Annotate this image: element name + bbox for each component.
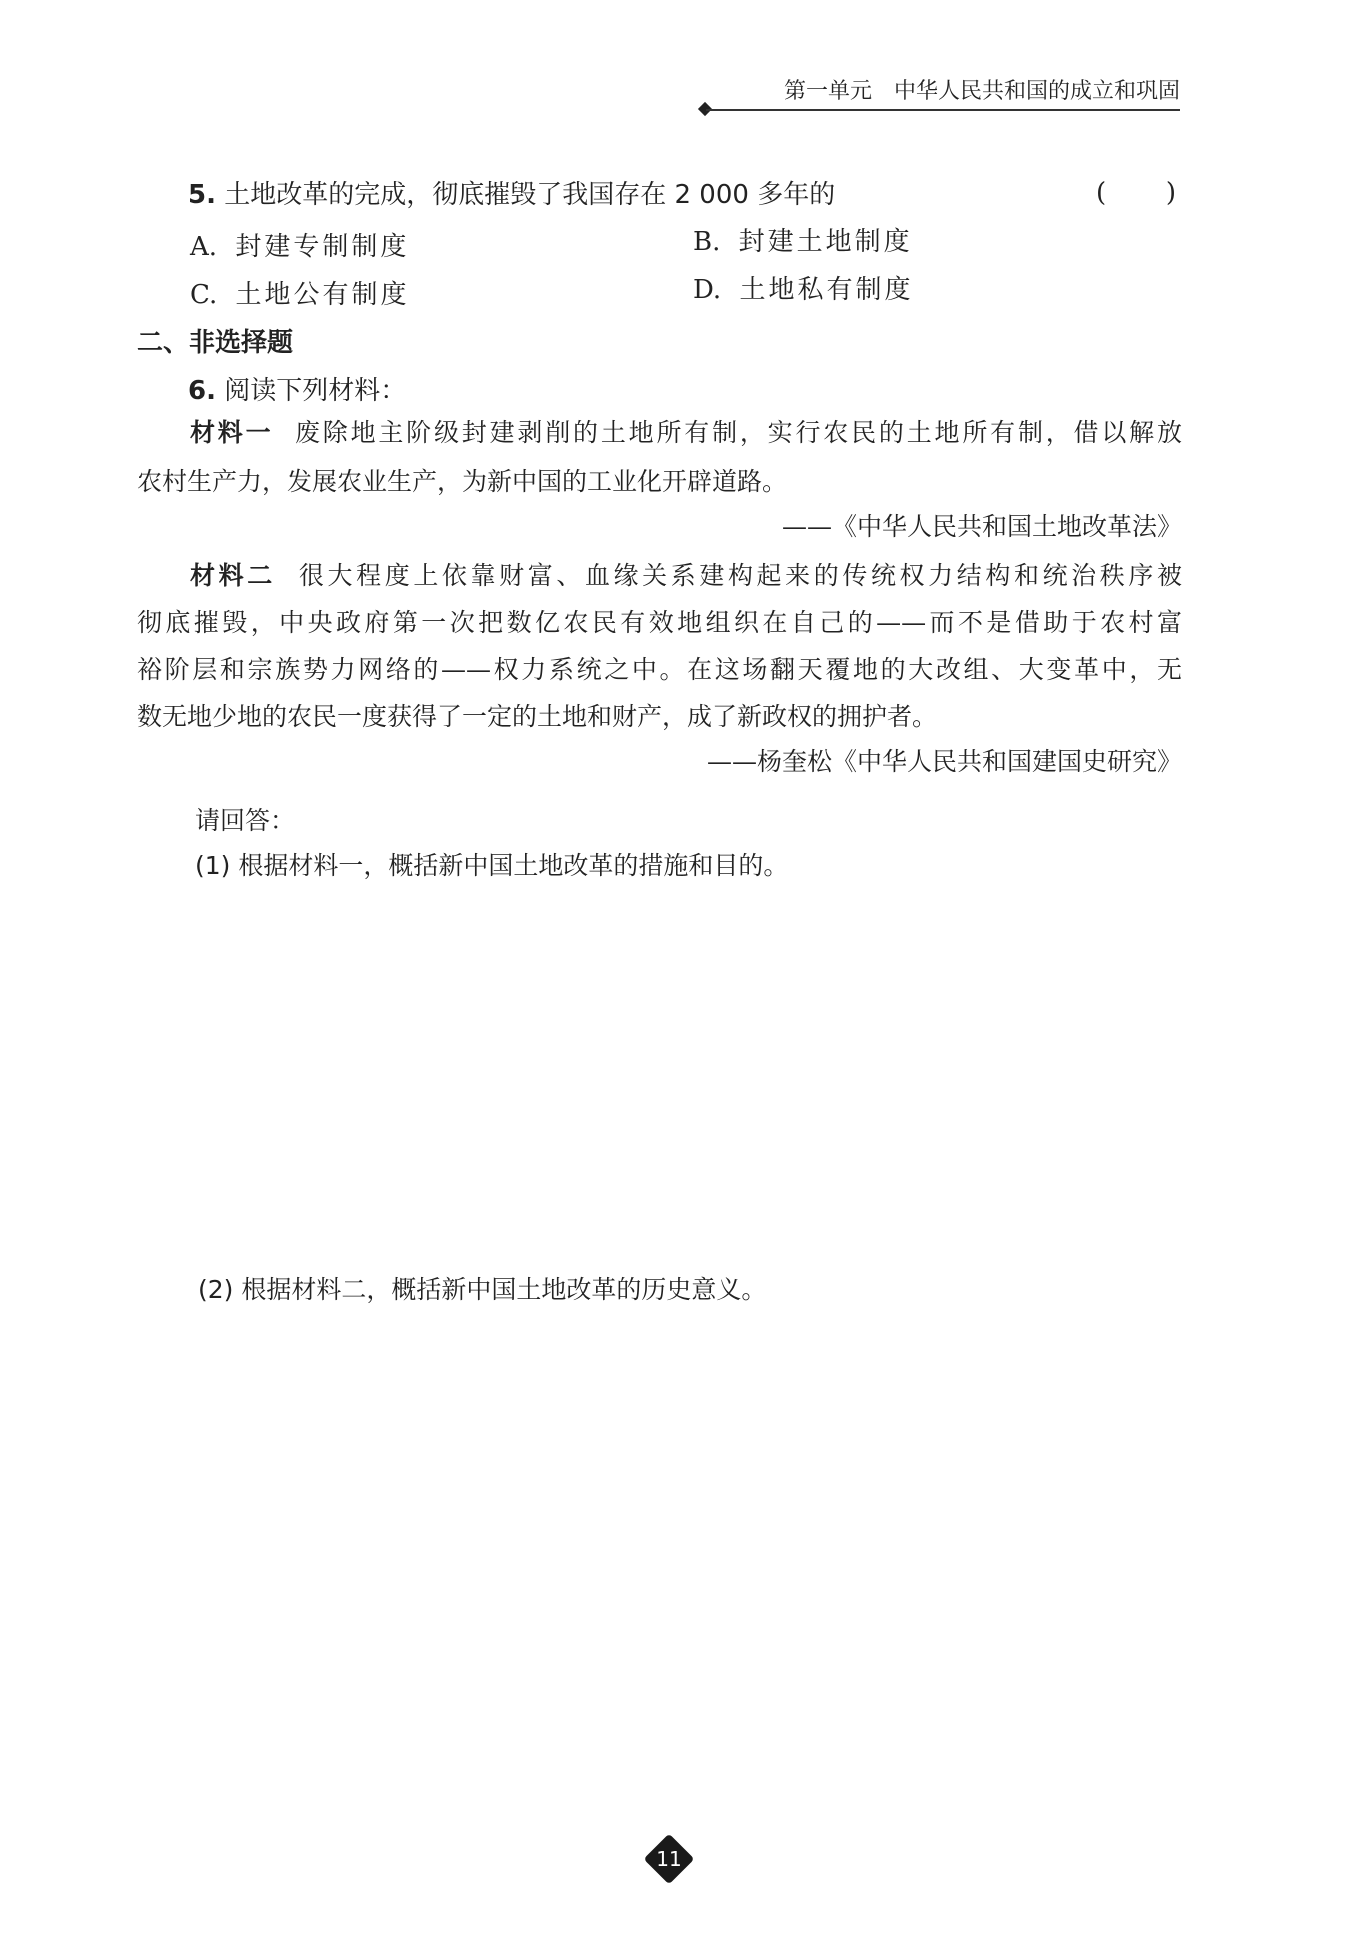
material1-label: 材料一 [190,418,274,447]
material2-line1 [190,559,1182,593]
q5-option-c [190,278,410,312]
q5-option-a [190,230,409,264]
q5-option-b [693,225,913,259]
material1-line1 [190,416,1182,450]
q6-intro-text: 阅读下列材料： [224,376,407,406]
paren-close: ) [1165,178,1176,208]
material1-source: ——《中华人民共和国土地改革法》 [781,512,1182,541]
header-rule [706,109,1180,111]
option-text: 封建土地制度 [738,227,913,257]
material1-line2: 农村生产力，发展农业生产，为新中国的工业化开辟道路。 [137,467,788,496]
q6-number: 6. [188,376,216,406]
material2-line3: 裕阶层和宗族势力网络的——权力系统之中。在这场翻天覆地的大改组、大变革中，无 [137,655,1182,684]
q5-option-d [693,273,913,307]
q6-intro [188,374,406,408]
header-title: 第一单元 中华人民共和国的成立和巩固 [783,79,1180,104]
page-number: 11 [656,1847,682,1871]
material2-line2: 彻底摧毁，中央政府第一次把数亿农民有效地组织在自己的——而不是借助于农村富 [137,608,1182,637]
option-letter: D. [693,275,722,305]
sub-question-2: (2) 根据材料二，概括新中国土地改革的历史意义。 [198,1275,767,1304]
option-text: 封建专制制度 [235,232,410,262]
q5-stem-text: 土地改革的完成，彻底摧毁了我国存在 2 000 多年的 [224,180,836,210]
page-number-badge [646,1836,692,1882]
option-letter: C. [190,280,218,310]
q5-number: 5. [188,180,216,210]
sub-question-1: (1) 根据材料一，概括新中国土地改革的措施和目的。 [195,851,789,880]
option-letter: B. [693,227,721,257]
material2-text: 很大程度上依靠财富、血缘关系建构起来的传统权力结构和统治秩序被 [298,561,1182,590]
option-letter: A. [190,232,218,262]
material1-text: 废除地主阶级封建剥削的土地所有制，实行农民的土地所有制，借以解放 [294,418,1182,447]
section-title: 二、非选择题 [137,328,294,358]
material2-line4: 数无地少地的农民一度获得了一定的土地和财产，成了新政权的拥护者。 [137,702,938,731]
material2-source: ——杨奎松《中华人民共和国建国史研究》 [706,747,1182,776]
q5-stem [188,178,835,212]
answer-prompt: 请回答： [195,806,296,835]
material2-label: 材料二 [190,561,276,590]
q5-answer-blank [1096,176,1176,210]
option-text: 土地私有制度 [739,275,914,305]
option-text: 土地公有制度 [235,280,410,310]
paren-open: ( [1096,178,1107,208]
running-header [700,74,1180,114]
